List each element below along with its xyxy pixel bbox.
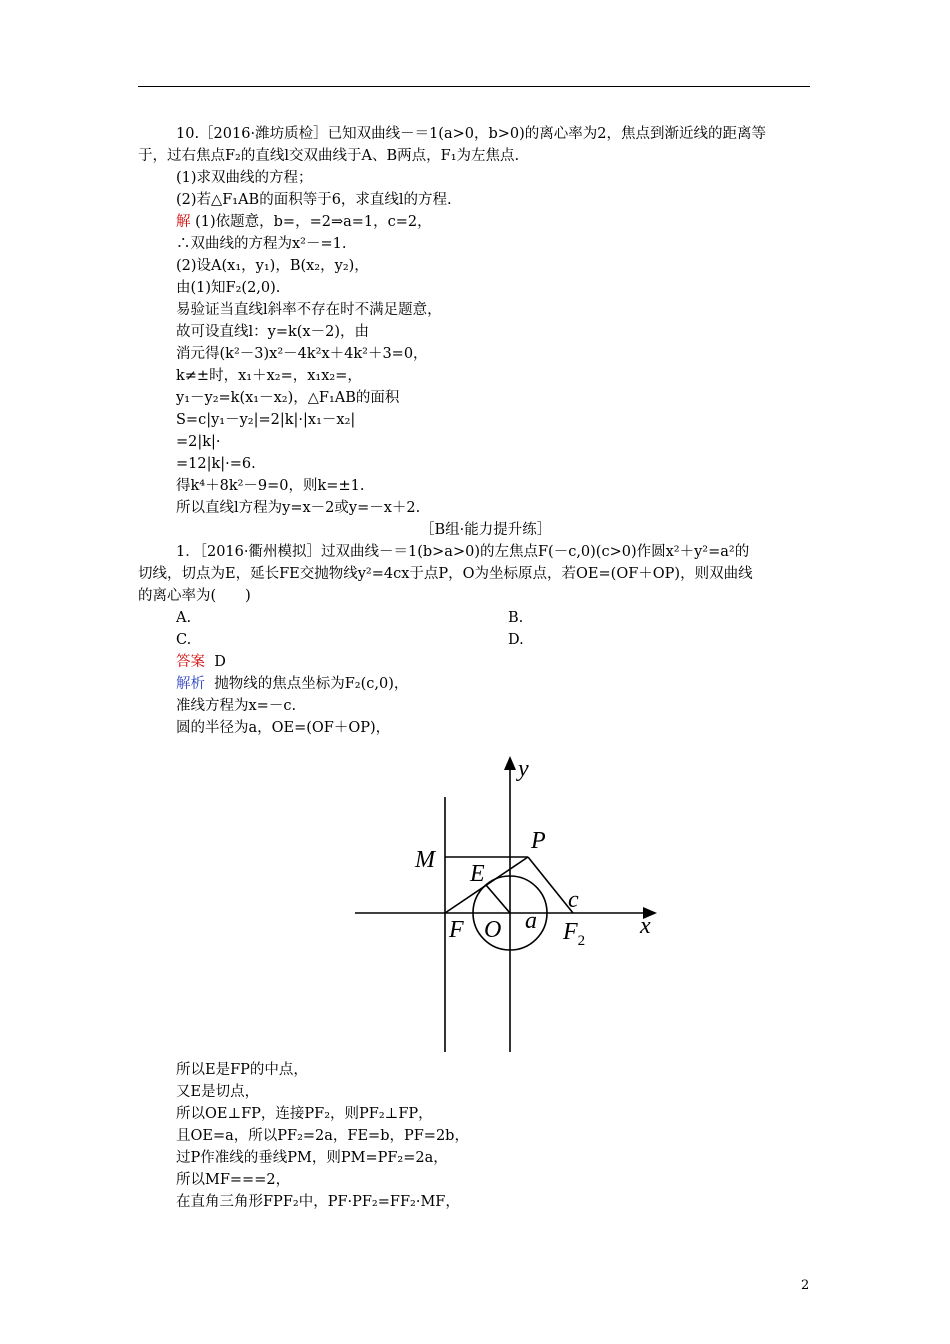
- problem1-line-3: 的离心率为( ): [138, 588, 251, 604]
- option-a: A.: [176, 610, 192, 626]
- after-figure-line-6: 所以MF===2，: [176, 1172, 291, 1188]
- answer-value: D: [214, 654, 226, 670]
- y-axis-arrow: [504, 756, 516, 770]
- label-f2-base: F: [563, 919, 578, 945]
- solution-line-1: [176, 212, 432, 232]
- after-figure-line-7: 在直角三角形FPF₂中，PF·PF₂=FF₂·MF，: [176, 1194, 460, 1210]
- after-figure-line-2: 又E是切点，: [176, 1084, 260, 1100]
- section-b-title: ［B组·能力提升练］: [420, 522, 552, 538]
- solution-line-7: 消元得(k²－3)x²－4k²x＋4k²＋3=0，: [176, 346, 428, 362]
- label-x: x: [640, 913, 651, 939]
- option-c: C.: [176, 632, 192, 648]
- solution-line-14: 所以直线l方程为y=x－2或y=－x＋2.: [176, 500, 421, 516]
- label-p: P: [531, 828, 546, 854]
- label-m: M: [415, 847, 435, 873]
- hyperbola-parabola-figure: [355, 752, 665, 1057]
- solution-label: 解: [176, 214, 191, 230]
- analysis-line-3: 圆的半径为a，OE=(OF＋OP)，: [176, 720, 391, 736]
- solution-line-3: (2)设A(x₁，y₁)，B(x₂，y₂)，: [176, 258, 369, 274]
- after-figure-line-3: 所以OE⊥FP，连接PF₂，则PF₂⊥FP，: [176, 1106, 433, 1122]
- label-f2-sub: 2: [577, 933, 586, 949]
- problem10-part2: (2)若△F₁AB的面积等于6，求直线l的方程.: [176, 192, 452, 208]
- label-f2: [562, 919, 585, 949]
- solution-line-6: 故可设直线l：y=k(x－2)，由: [176, 324, 369, 340]
- label-o: O: [484, 917, 502, 943]
- analysis-line-2: 准线方程为x=－c.: [176, 698, 297, 714]
- answer-label: 答案: [176, 654, 205, 670]
- solution-line-10: S=c|y₁－y₂|=2|k|·|x₁－x₂|: [176, 412, 356, 428]
- label-c: c: [568, 887, 579, 913]
- page-number: 2: [801, 1278, 810, 1293]
- oe-radius: [486, 885, 510, 913]
- option-b: B.: [508, 610, 524, 626]
- analysis-label: 解析: [176, 676, 205, 692]
- problem1-line-2: 切线，切点为E，延长FE交抛物线y²=4cx于点P，O为坐标原点，若OE=(OF＋OP)，则双曲线: [138, 566, 753, 582]
- after-figure-line-5: 过P作准线的垂线PM，则PM=PF₂=2a，: [176, 1150, 448, 1166]
- problem10-part1: (1)求双曲线的方程；: [176, 170, 313, 186]
- solution-line-2: ∴双曲线的方程为x²－=1.: [176, 236, 347, 252]
- analysis-line-1: [176, 674, 408, 694]
- solution-text: (1)依题意，b=，=2⇒a=1，c=2，: [190, 214, 432, 230]
- label-y: y: [518, 756, 529, 782]
- answer-line: [176, 652, 226, 672]
- solution-line-13: 得k⁴＋8k²－9=0，则k=±1.: [176, 478, 365, 494]
- analysis-text: 抛物线的焦点坐标为F₂(c,0)，: [214, 676, 409, 692]
- label-e: E: [470, 861, 485, 887]
- option-d: D.: [508, 632, 524, 648]
- solution-line-12: =12|k|·=6.: [176, 456, 256, 472]
- solution-line-9: y₁－y₂=k(x₁－x₂)，△F₁AB的面积: [176, 390, 400, 406]
- after-figure-line-4: 且OE=a，所以PF₂=2a，FE=b，PF=2b，: [176, 1128, 469, 1144]
- label-a: a: [525, 908, 537, 934]
- figure-svg: [355, 752, 665, 1057]
- problem10-line-1: 10.［2016·潍坊质检］已知双曲线－＝1(a>0，b>0)的离心率为2，焦点到渐近线的距离等: [176, 126, 767, 142]
- after-figure-line-1: 所以E是FP的中点，: [176, 1062, 308, 1078]
- solution-line-8: k≠±时，x₁＋x₂=，x₁x₂=，: [176, 368, 362, 384]
- problem10-line-2: 于，过右焦点F₂的直线l交双曲线于A、B两点，F₁为左焦点.: [138, 148, 520, 164]
- header-rule: [138, 86, 810, 87]
- solution-line-5: 易验证当直线l斜率不存在时不满足题意，: [176, 302, 442, 318]
- solution-line-4: 由(1)知F₂(2,0).: [176, 280, 281, 296]
- solution-line-11: =2|k|·: [176, 434, 221, 450]
- problem1-line-1: 1．［2016·衢州模拟］过双曲线－＝1(b>a>0)的左焦点F(－c,0)(c>0)作圆x²＋y²=a²的: [176, 544, 750, 560]
- label-f: F: [449, 917, 464, 943]
